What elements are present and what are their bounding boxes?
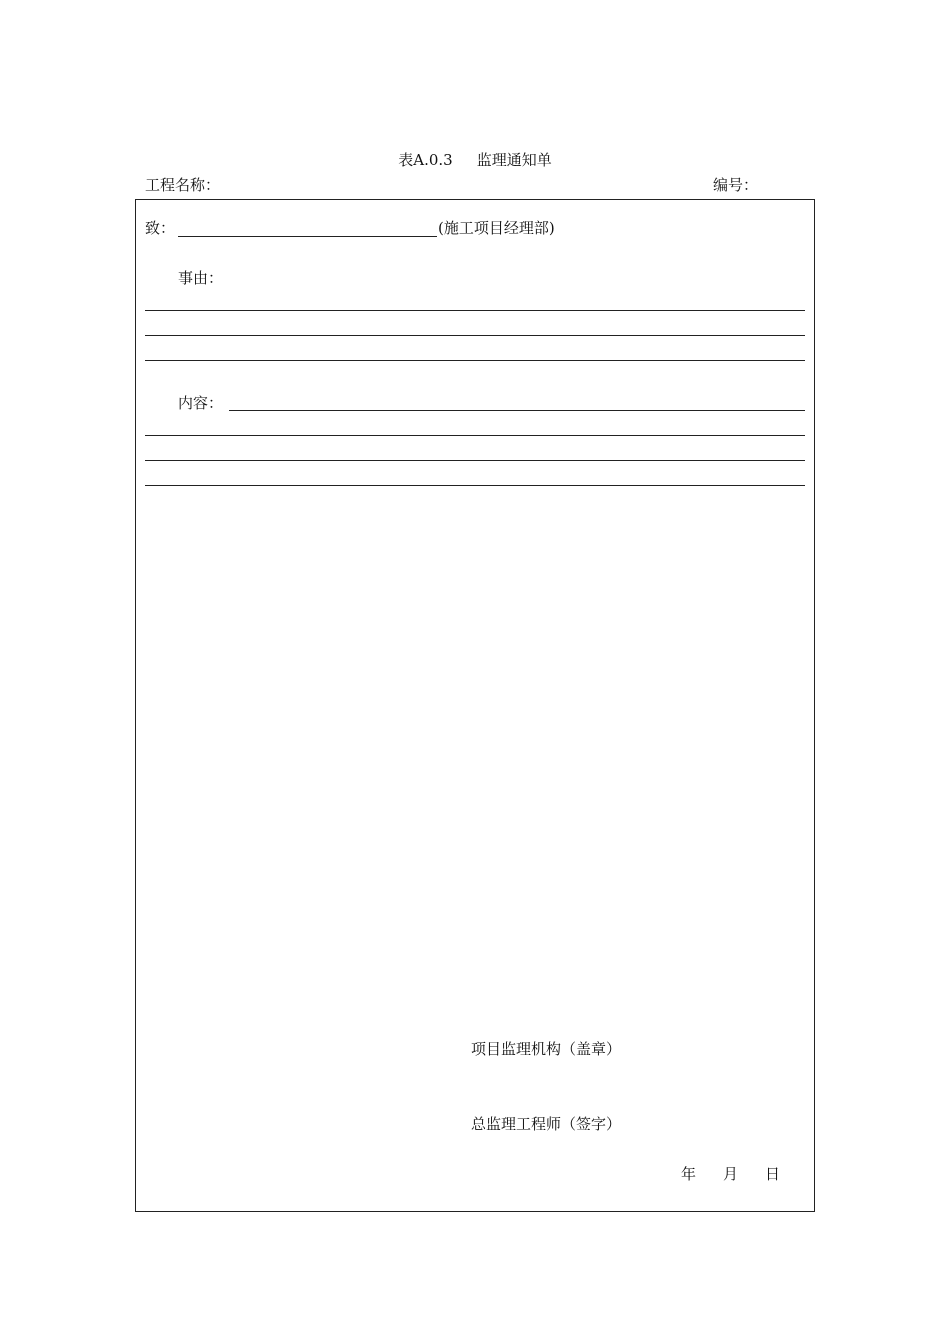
content-line-3[interactable] bbox=[145, 460, 805, 461]
recipient-blank-line[interactable] bbox=[178, 236, 437, 237]
date-year-label: 年 bbox=[681, 1165, 697, 1183]
table-code: 表A.0.3 bbox=[398, 151, 453, 169]
serial-number-label: 编号： bbox=[713, 176, 759, 194]
content-line-1[interactable] bbox=[229, 410, 805, 411]
notice-form-border bbox=[135, 199, 815, 1212]
form-title bbox=[0, 153, 950, 168]
content-line-4[interactable] bbox=[145, 485, 805, 486]
date-day-label: 日 bbox=[765, 1165, 781, 1183]
reason-line-3[interactable] bbox=[145, 360, 805, 361]
reason-line-2[interactable] bbox=[145, 335, 805, 336]
chief-engineer-signature-label: 总监理工程师（签字） bbox=[471, 1115, 622, 1133]
content-label: 内容： bbox=[178, 394, 224, 412]
date-month-label: 月 bbox=[723, 1165, 739, 1183]
reason-line-1[interactable] bbox=[145, 310, 805, 311]
content-line-2[interactable] bbox=[145, 435, 805, 436]
recipient-suffix: (施工项目经理部) bbox=[438, 219, 555, 237]
recipient-label: 致： bbox=[145, 219, 176, 237]
form-name: 监理通知单 bbox=[476, 151, 552, 169]
reason-label: 事由： bbox=[178, 269, 224, 287]
supervision-org-seal-label: 项目监理机构（盖章） bbox=[471, 1040, 622, 1058]
project-name-label: 工程名称： bbox=[145, 176, 221, 194]
